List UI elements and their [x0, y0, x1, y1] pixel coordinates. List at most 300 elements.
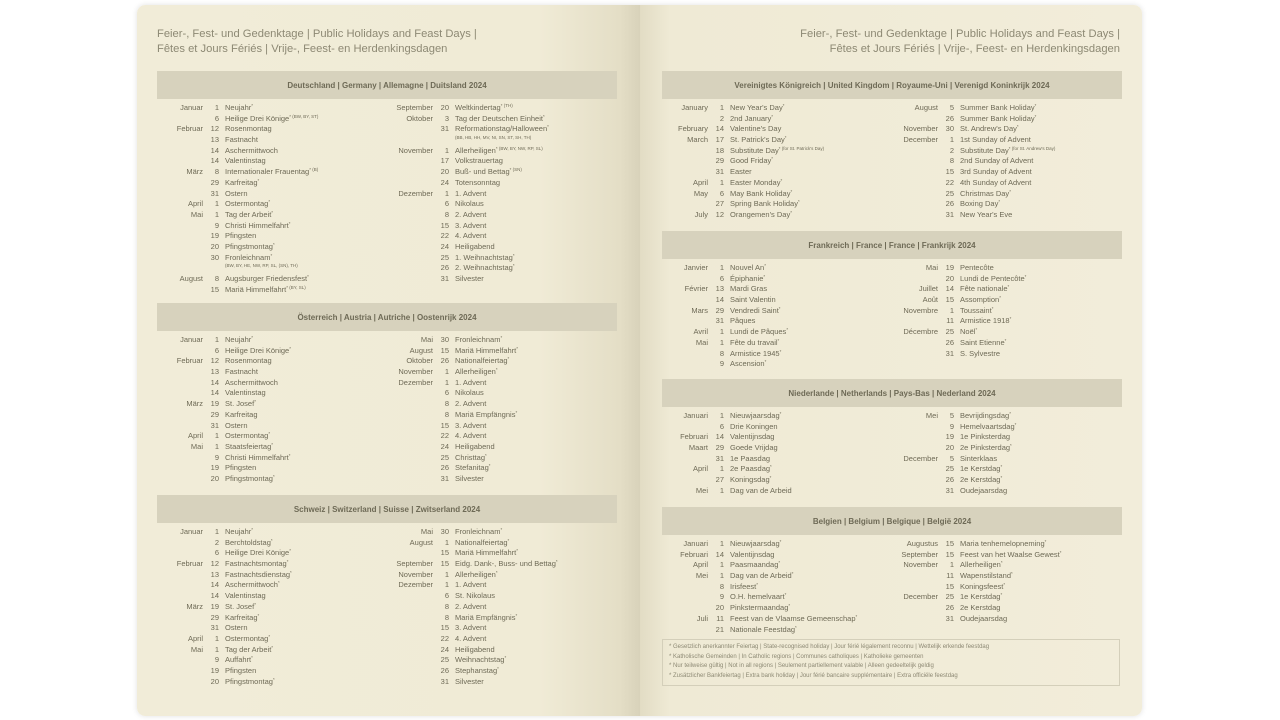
holiday-row — [892, 178, 1122, 189]
day-number: 1 — [949, 560, 954, 570]
footnotes-box — [662, 639, 1120, 686]
day-number: 26 — [945, 603, 954, 613]
day-number: 1 — [719, 560, 724, 570]
month-label — [157, 677, 203, 688]
holiday-name: Neujahr* — [225, 527, 254, 536]
holiday-row — [157, 114, 387, 125]
holiday-row — [157, 274, 387, 285]
day-number: 6 — [214, 345, 219, 355]
holiday-row — [892, 295, 1122, 306]
month-label: Août — [922, 295, 938, 305]
day-number: 12 — [210, 356, 219, 366]
holiday-name: Ostermontag* — [225, 431, 271, 441]
holiday-name: Lundi de Pâques* — [730, 327, 789, 337]
month-label: December — [903, 453, 938, 463]
holiday-row — [662, 146, 892, 157]
day-number: 9 — [214, 452, 219, 462]
month-label — [387, 399, 433, 410]
day-number: 14 — [715, 432, 724, 442]
day-number: 20 — [715, 603, 724, 613]
holiday-row — [892, 199, 1122, 210]
month-label: Januar — [180, 527, 203, 536]
month-label — [157, 263, 203, 274]
holiday-row — [662, 103, 892, 114]
month-label — [157, 378, 203, 389]
holiday-row — [157, 388, 387, 399]
month-label — [157, 655, 203, 666]
holiday-row — [157, 378, 387, 389]
month-label: Mai — [925, 263, 938, 272]
holiday-row — [662, 167, 892, 178]
month-label: Mai — [190, 441, 203, 451]
month-label: Juillet — [918, 284, 938, 294]
holiday-name: 2. Advent — [455, 209, 487, 219]
day-number: 5 — [949, 411, 954, 420]
month-label — [387, 613, 433, 624]
holiday-row — [662, 210, 892, 221]
holiday-column — [387, 103, 617, 295]
day-number: 1 — [214, 527, 219, 536]
day-number: 1 — [444, 367, 449, 377]
holiday-name: Saint Valentin — [730, 295, 776, 305]
month-label — [387, 274, 433, 285]
month-label — [387, 666, 433, 677]
month-label — [662, 349, 708, 360]
holiday-row — [387, 199, 617, 210]
month-label — [387, 199, 433, 210]
day-number: 20 — [210, 473, 219, 483]
month-label — [387, 602, 433, 613]
holiday-name: Substitute Day$^{* (for St. Andrew's Day)}$ — [960, 145, 1056, 155]
holiday-name: Karfreitag* — [225, 612, 260, 622]
holiday-name: Valentinstag — [225, 591, 266, 601]
holiday-name: Fronleichnam* — [455, 335, 503, 344]
holiday-row — [387, 453, 617, 464]
day-number: 8 — [444, 601, 449, 611]
holiday-name: Lundi de Pentecôte* — [960, 273, 1027, 283]
holiday-row — [662, 114, 892, 125]
month-label: Februar — [176, 559, 203, 569]
day-number: 1 — [214, 335, 219, 344]
day-number: 31 — [715, 167, 724, 177]
holiday-row — [892, 560, 1122, 571]
holiday-column — [157, 335, 387, 485]
day-number: 31 — [210, 623, 219, 633]
holiday-row — [892, 411, 1122, 422]
holiday-row — [892, 124, 1122, 135]
month-label: April — [187, 199, 203, 209]
day-number: 26 — [440, 263, 449, 273]
holiday-name: 2e Paasdag* — [730, 464, 772, 474]
holiday-name: Tag der Deutschen Einheit* — [455, 113, 545, 123]
holiday-name: 4. Advent — [455, 633, 487, 643]
day-number: 8 — [214, 274, 219, 283]
holiday-row — [662, 295, 892, 306]
month-label — [157, 591, 203, 602]
month-label — [387, 231, 433, 242]
month-label — [157, 453, 203, 464]
holiday-row — [892, 306, 1122, 317]
month-label — [892, 349, 938, 360]
holiday-row — [662, 486, 892, 497]
month-label: December — [903, 135, 938, 145]
month-label — [892, 146, 938, 157]
month-label — [892, 156, 938, 167]
holiday-row — [157, 442, 387, 453]
holiday-name: 1st Sunday of Advent — [960, 135, 1031, 145]
holiday-row — [387, 613, 617, 624]
holiday-row — [157, 431, 387, 442]
holiday-row — [157, 527, 387, 538]
holiday-row — [387, 538, 617, 549]
holiday-row — [662, 592, 892, 603]
day-number: 19 — [945, 432, 954, 442]
month-label: März — [186, 167, 203, 177]
holiday-name: Allerheiligen$^{* (BW, BY, NW, RP, SL)}$ — [455, 145, 543, 155]
holiday-row — [662, 432, 892, 443]
holiday-row — [662, 284, 892, 295]
holiday-name: Valentine's Day — [730, 124, 782, 134]
day-number: 15 — [440, 559, 449, 569]
holiday-row — [892, 571, 1122, 582]
month-label: Oktober — [406, 356, 433, 366]
month-label — [157, 538, 203, 549]
holiday-name: 1e Paasdag — [730, 453, 771, 463]
holiday-section — [662, 379, 1122, 497]
holiday-row — [157, 623, 387, 634]
holiday-name: Oudejaarsdag — [960, 485, 1008, 495]
month-label — [662, 156, 708, 167]
day-number: 30 — [945, 124, 954, 134]
holiday-name: Nouvel An* — [730, 263, 766, 272]
holiday-name: Armistice 1918* — [960, 316, 1012, 326]
month-label: Dezember — [398, 580, 433, 590]
holiday-row — [387, 135, 617, 146]
day-number: 31 — [440, 676, 449, 686]
holiday-name: (BB, HB, HH, MV, NI, SN, ST, SH, TH) — [455, 135, 532, 141]
day-number: 14 — [715, 549, 724, 559]
month-label: August — [409, 345, 433, 355]
holiday-row — [157, 367, 387, 378]
month-label — [662, 422, 708, 433]
month-label — [387, 634, 433, 645]
day-number: 1 — [214, 103, 219, 112]
day-number: 25 — [945, 464, 954, 474]
holiday-name: Augsburger Friedensfest* — [225, 274, 309, 283]
holiday-name: Ostern — [225, 188, 248, 198]
holiday-name: Maria tenhemelopneming* — [960, 539, 1047, 548]
holiday-name: Fastnachtsdienstag* — [225, 569, 292, 579]
day-number: 12 — [210, 124, 219, 134]
holiday-name: Allerheiligen* — [960, 560, 1003, 570]
month-label — [387, 645, 433, 656]
day-number: 6 — [719, 273, 724, 283]
holiday-row — [662, 199, 892, 210]
month-label — [387, 474, 433, 485]
holiday-row — [387, 189, 617, 200]
holiday-name: Allerheiligen* — [455, 367, 498, 377]
day-number: 20 — [210, 676, 219, 686]
day-number: 31 — [715, 453, 724, 463]
day-number: 6 — [444, 591, 449, 601]
holiday-name: Oudejaarsdag — [960, 613, 1008, 623]
holiday-row — [157, 242, 387, 253]
holiday-row — [662, 571, 892, 582]
holiday-name: Internationaler Frauentag$^{* (B)}$ — [225, 167, 319, 177]
holiday-name: Weltkindertag$^{* (TH)}$ — [455, 103, 513, 112]
holiday-name: Fastnachtsmontag* — [225, 559, 289, 569]
holiday-row — [387, 367, 617, 378]
holiday-row — [387, 263, 617, 274]
day-number: 22 — [945, 177, 954, 187]
holiday-row — [892, 189, 1122, 200]
holiday-row — [157, 231, 387, 242]
holiday-name: Pentecôte — [960, 263, 994, 272]
month-label — [662, 625, 708, 636]
month-label: Juli — [696, 613, 708, 623]
day-number: 1 — [719, 263, 724, 272]
month-label: August — [179, 274, 203, 283]
day-number: 29 — [715, 305, 724, 315]
holiday-name: Good Friday* — [730, 156, 774, 166]
holiday-name: Goede Vrijdag — [730, 443, 778, 453]
holiday-row — [387, 655, 617, 666]
holiday-name: Buß- und Bettag$^{* (SN)}$ — [455, 167, 522, 177]
month-label: November — [903, 560, 938, 570]
day-number: 2 — [949, 145, 954, 155]
day-number: 1 — [444, 580, 449, 590]
holiday-name: Pfingsten — [225, 665, 257, 675]
day-number: 25 — [440, 252, 449, 262]
month-label — [892, 316, 938, 327]
month-label: Mars — [691, 305, 708, 315]
holiday-row — [387, 388, 617, 399]
holiday-name: Ascension* — [730, 359, 767, 369]
month-label — [662, 316, 708, 327]
holiday-row — [157, 474, 387, 485]
day-number: 22 — [440, 431, 449, 441]
month-label: Mai — [420, 335, 433, 344]
month-label — [892, 167, 938, 178]
month-label: Dezember — [398, 188, 433, 198]
holiday-row — [387, 356, 617, 367]
day-number: 15 — [440, 220, 449, 230]
month-label — [387, 677, 433, 688]
holiday-row — [387, 602, 617, 613]
holiday-name: Heilige Drei Könige* — [225, 345, 291, 355]
holiday-row — [662, 338, 892, 349]
holiday-row — [387, 242, 617, 253]
holiday-row — [387, 442, 617, 453]
month-label: März — [186, 399, 203, 409]
day-number: 19 — [945, 263, 954, 272]
month-label: April — [692, 464, 708, 474]
month-label — [157, 146, 203, 157]
month-label: Januari — [683, 411, 708, 420]
holiday-name: 1. Advent — [455, 377, 487, 387]
left-page — [137, 5, 640, 716]
holiday-row — [157, 548, 387, 559]
holiday-row — [892, 316, 1122, 327]
month-label: Oktober — [406, 113, 433, 123]
day-number: 14 — [715, 295, 724, 305]
holiday-row — [157, 613, 387, 624]
holiday-name: Tag der Arbeit* — [225, 209, 274, 219]
day-number: 22 — [440, 633, 449, 643]
holiday-row — [157, 602, 387, 613]
holiday-row — [387, 274, 617, 285]
month-label — [662, 359, 708, 370]
holiday-name: Mariä Himmelfahrt$^{* (BY, SL)}$ — [225, 284, 306, 294]
holiday-name: (BW, BY, HE, NW, RP, SL, (SN), TH) — [225, 263, 298, 269]
month-label: Mai — [190, 644, 203, 654]
holiday-row — [892, 539, 1122, 550]
holiday-row — [662, 464, 892, 475]
month-label: August — [914, 103, 938, 112]
holiday-row — [892, 550, 1122, 561]
day-number: 24 — [440, 441, 449, 451]
month-label: November — [398, 569, 433, 579]
day-number: 1 — [949, 305, 954, 315]
holiday-name: Nikolaus — [455, 199, 484, 209]
holiday-name: Fête nationale* — [960, 284, 1010, 294]
month-label: März — [186, 601, 203, 611]
open-calendar-book — [137, 5, 1142, 716]
month-label — [387, 410, 433, 421]
month-label — [387, 463, 433, 474]
day-number: 2 — [214, 537, 219, 547]
day-number: 26 — [945, 475, 954, 485]
holiday-row — [387, 103, 617, 114]
holiday-name: St. Patrick's Day* — [730, 135, 787, 145]
day-number: 1 — [214, 633, 219, 643]
holiday-name: Dag van de Arbeid — [730, 485, 792, 495]
month-label: Mei — [695, 485, 708, 495]
holiday-name: 2e Kerstdag* — [960, 475, 1003, 485]
holiday-row — [157, 167, 387, 178]
holiday-name: Silvester — [455, 676, 484, 686]
holiday-section — [157, 71, 617, 295]
holiday-row — [892, 263, 1122, 274]
holiday-name: 2. Advent — [455, 399, 487, 409]
day-number: 5 — [949, 103, 954, 112]
holiday-name: Berchtoldstag* — [225, 537, 273, 547]
day-number: 1 — [214, 644, 219, 654]
day-number: 15 — [945, 295, 954, 305]
day-number: 15 — [440, 420, 449, 430]
holiday-name: Feest van het Waalse Gewest* — [960, 549, 1062, 559]
month-label: Februari — [680, 549, 708, 559]
holiday-row — [387, 677, 617, 688]
day-number: 6 — [214, 113, 219, 123]
holiday-row — [662, 582, 892, 593]
day-number: 27 — [715, 199, 724, 209]
day-number: 14 — [210, 377, 219, 387]
holiday-name: Irisfeest* — [730, 581, 759, 591]
holiday-name: Vendredi Saint* — [730, 305, 781, 315]
month-label: Mai — [695, 337, 708, 347]
month-label — [157, 114, 203, 125]
holiday-name: Nikolaus — [455, 388, 484, 398]
holiday-row — [662, 178, 892, 189]
holiday-row — [157, 645, 387, 656]
holiday-name: Summer Bank Holiday* — [960, 113, 1037, 123]
footnote: * Nur teilweise gültig | Not in all regions | Seulement partiellement valable | Alleen gedeeltelijk geldig — [669, 663, 934, 670]
holiday-name: Valentijnsdag — [730, 432, 775, 442]
holiday-row — [662, 189, 892, 200]
holiday-column — [662, 103, 892, 221]
holiday-name: St. Andrew's Day* — [960, 124, 1019, 134]
holiday-row — [387, 210, 617, 221]
right-page-header — [800, 27, 1120, 56]
month-label — [662, 199, 708, 210]
holiday-name: Christi Himmelfahrt* — [225, 452, 291, 462]
holiday-name: Nationalfeiertag* — [455, 356, 510, 366]
month-label — [387, 135, 433, 146]
day-number: 31 — [440, 473, 449, 483]
month-label — [387, 178, 433, 189]
day-number: 30 — [440, 527, 449, 536]
holiday-name: Ostern — [225, 420, 248, 430]
holiday-row — [387, 421, 617, 432]
holiday-name: Assomption* — [960, 295, 1001, 305]
holiday-row — [157, 570, 387, 581]
holiday-row — [662, 625, 892, 636]
month-label: April — [692, 560, 708, 570]
footnote: * Gesetzlich anerkannter Feiertag | State-recognised holiday | Jour férié légalement reconnu | Wettelijk erkende feestdag — [669, 644, 990, 650]
holiday-row — [157, 580, 387, 591]
holiday-name: May Bank Holiday* — [730, 188, 793, 198]
holiday-name: 3. Advent — [455, 220, 487, 230]
holiday-row — [662, 603, 892, 614]
holiday-name: 4th Sunday of Advent — [960, 177, 1032, 187]
section-title: Belgien | Belgium | Belgique | België 2024 — [662, 507, 1122, 535]
day-number: 15 — [945, 549, 954, 559]
day-number: 8 — [214, 167, 219, 177]
holiday-name: Koningsfeest* — [960, 581, 1006, 591]
day-number: 31 — [210, 420, 219, 430]
holiday-name: Wapenstilstand* — [960, 571, 1013, 581]
day-number: 1 — [719, 411, 724, 420]
month-label: Januari — [683, 539, 708, 548]
holiday-name: 4. Advent — [455, 431, 487, 441]
month-label — [157, 253, 203, 264]
day-number: 25 — [440, 452, 449, 462]
day-number: 31 — [210, 188, 219, 198]
holiday-row — [662, 422, 892, 433]
holiday-row — [387, 124, 617, 135]
holiday-name: Feest van de Vlaamse Gemeenschap* — [730, 613, 858, 623]
day-number: 13 — [210, 367, 219, 377]
month-label — [892, 210, 938, 221]
month-label — [157, 285, 203, 296]
month-label — [387, 156, 433, 167]
holiday-name: St. Josef* — [225, 601, 256, 611]
holiday-name: Koningsdag* — [730, 475, 772, 485]
holiday-name: Spring Bank Holiday* — [730, 199, 800, 209]
day-number: 24 — [440, 241, 449, 251]
month-label — [157, 242, 203, 253]
holiday-row — [387, 623, 617, 634]
month-label: November — [398, 145, 433, 155]
month-label: Mei — [695, 571, 708, 581]
holiday-row — [157, 146, 387, 157]
holiday-row — [662, 306, 892, 317]
holiday-name: Hemelvaartsdag* — [960, 421, 1017, 431]
month-label — [662, 114, 708, 125]
month-label — [387, 253, 433, 264]
holiday-row — [157, 285, 387, 296]
